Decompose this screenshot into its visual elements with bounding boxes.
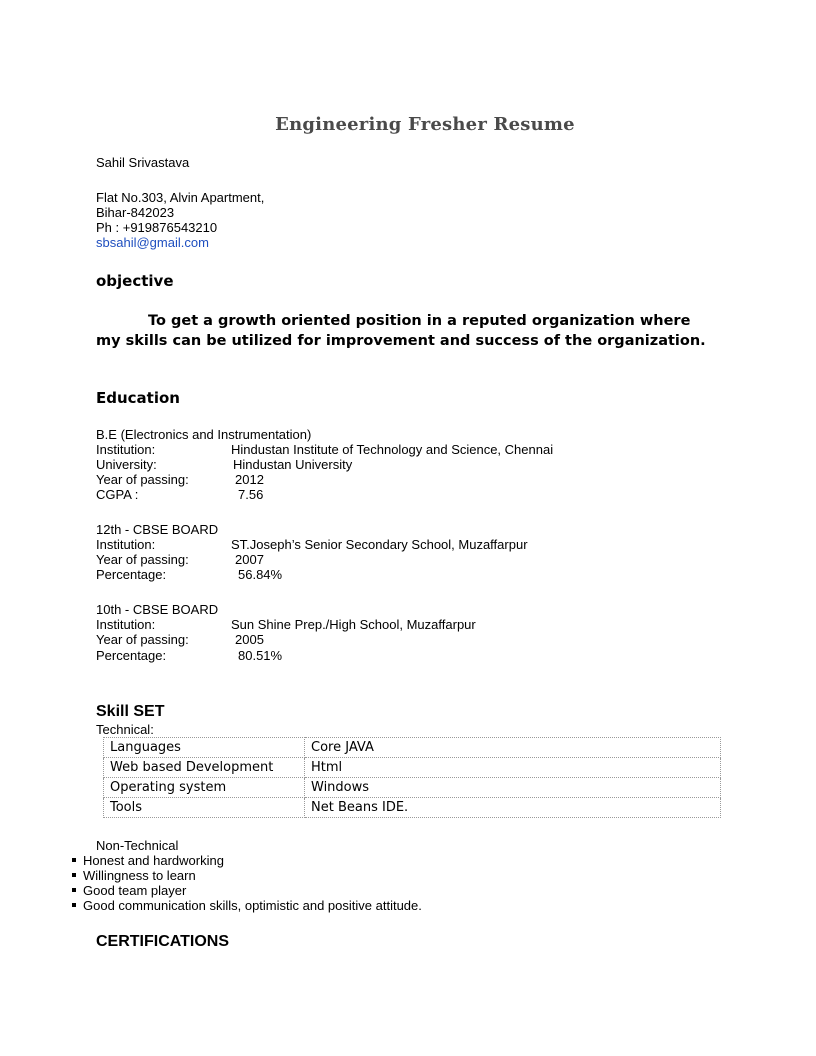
be-university-label: University: xyxy=(96,457,157,472)
bullet-icon xyxy=(72,888,76,892)
objective-heading: objective xyxy=(96,272,174,290)
be-year-label: Year of passing: xyxy=(96,472,189,487)
address-line-1: Flat No.303, Alvin Apartment, xyxy=(96,190,265,205)
table-row xyxy=(104,798,721,818)
list-item: Honest and hardworking xyxy=(72,853,422,868)
skills-heading: Skill SET xyxy=(96,703,165,720)
objective-text: To get a growth oriented position in a reputed organization where my skills can be utilized for improvement and success of the organization. xyxy=(96,313,706,349)
be-year-value: 2012 xyxy=(235,472,264,487)
tenth-institution-label: Institution: xyxy=(96,617,156,632)
table-row xyxy=(104,778,721,798)
skill-value-cell: Windows xyxy=(305,778,721,798)
address-line-2: Bihar-842023 xyxy=(96,205,175,220)
twelfth-percentage-value: 56.84% xyxy=(238,567,283,582)
table-row xyxy=(104,758,721,778)
twelfth-institution-value: ST.Joseph’s Senior Secondary School, Muzaffarpur xyxy=(231,537,528,552)
document-title: Engineering Fresher Resume xyxy=(275,114,575,135)
list-item: Good team player xyxy=(72,883,422,898)
tenth-year-label: Year of passing: xyxy=(96,632,189,647)
skill-category-cell: Operating system xyxy=(104,778,305,798)
list-item: Good communication skills, optimistic and positive attitude. xyxy=(72,898,422,913)
education-heading: Education xyxy=(96,389,180,407)
bullet-icon xyxy=(72,873,76,877)
bullet-icon xyxy=(72,858,76,862)
skill-category-cell: Web based Development xyxy=(104,758,305,778)
be-institution-value: Hindustan Institute of Technology and Science, Chennai xyxy=(231,442,554,457)
twelfth-year-value: 2007 xyxy=(235,552,264,567)
tenth-institution-value: Sun Shine Prep./High School, Muzaffarpur xyxy=(231,617,476,632)
be-cgpa-label: CGPA : xyxy=(96,487,139,502)
twelfth-institution-label: Institution: xyxy=(96,537,156,552)
be-university-value: Hindustan University xyxy=(233,457,353,472)
tenth-year-value: 2005 xyxy=(235,632,264,647)
skill-category-cell: Languages xyxy=(104,738,305,758)
skill-value-cell: Html xyxy=(305,758,721,778)
be-degree: B.E (Electronics and Instrumentation) xyxy=(96,427,312,442)
tenth-percentage-value: 80.51% xyxy=(238,648,283,663)
non-technical-list xyxy=(72,853,422,913)
list-item: Willingness to learn xyxy=(72,868,422,883)
tenth-degree: 10th - CBSE BOARD xyxy=(96,602,219,617)
email-link[interactable]: sbsahil@gmail.com xyxy=(96,235,209,250)
be-institution-label: Institution: xyxy=(96,442,156,457)
bullet-icon xyxy=(72,903,76,907)
twelfth-degree: 12th - CBSE BOARD xyxy=(96,522,219,537)
phone-number: Ph : +919876543210 xyxy=(96,220,218,235)
be-cgpa-value: 7.56 xyxy=(238,487,264,502)
technical-skills-table xyxy=(103,737,721,818)
skill-category-cell: Tools xyxy=(104,798,305,818)
certifications-heading: CERTIFICATIONS xyxy=(96,933,230,950)
table-row xyxy=(104,738,721,758)
non-technical-label: Non-Technical xyxy=(96,838,179,853)
technical-label: Technical: xyxy=(96,722,154,737)
twelfth-year-label: Year of passing: xyxy=(96,552,189,567)
skill-value-cell: Core JAVA xyxy=(305,738,721,758)
tenth-percentage-label: Percentage: xyxy=(96,648,167,663)
skill-value-cell: Net Beans IDE. xyxy=(305,798,721,818)
candidate-name: Sahil Srivastava xyxy=(96,155,190,170)
twelfth-percentage-label: Percentage: xyxy=(96,567,167,582)
